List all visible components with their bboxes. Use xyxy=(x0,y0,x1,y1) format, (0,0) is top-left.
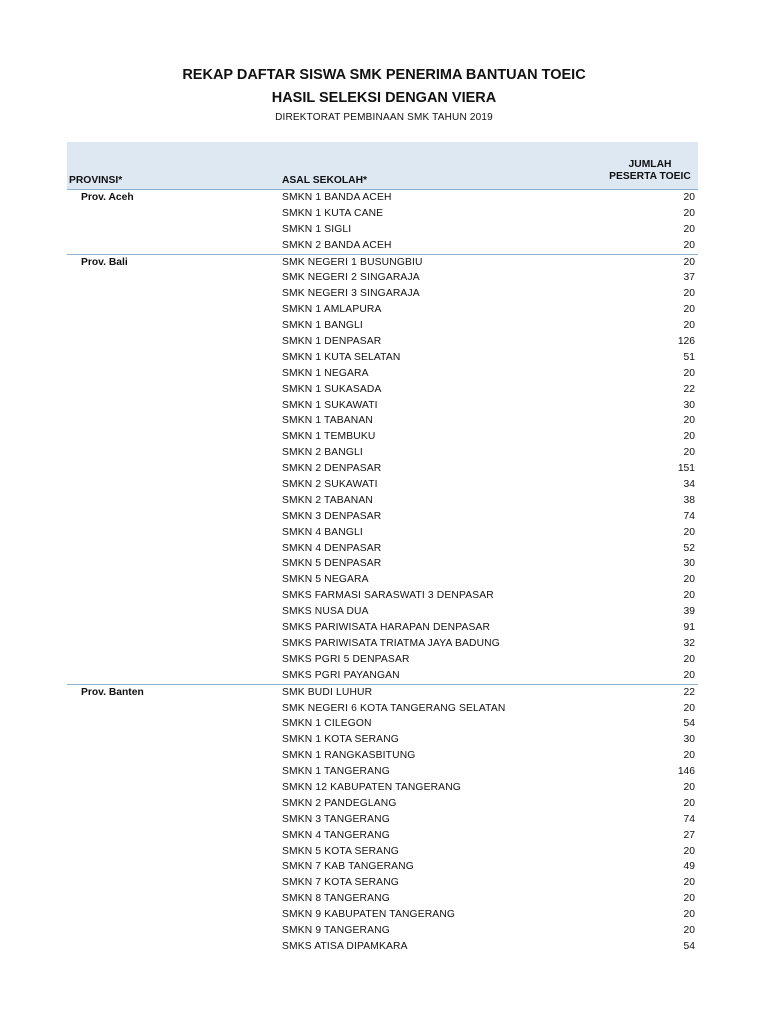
participant-count: 20 xyxy=(683,431,695,443)
school-name: SMKS PARIWISATA HARAPAN DENPASAR xyxy=(282,622,491,634)
table-row xyxy=(67,588,698,604)
school-name: SMKS PGRI 5 DENPASAR xyxy=(282,653,410,665)
participant-count: 20 xyxy=(683,590,695,602)
table-row xyxy=(67,859,698,875)
participant-count: 74 xyxy=(683,510,695,522)
school-name: SMK NEGERI 2 SINGARAJA xyxy=(282,272,420,284)
table-row xyxy=(67,604,698,620)
school-name: SMKN 9 KABUPATEN TANGERANG xyxy=(282,909,456,921)
participant-count: 151 xyxy=(677,463,695,475)
province-label: Prov. Aceh xyxy=(81,192,134,203)
participant-count: 20 xyxy=(683,909,695,921)
school-name: SMKN 2 DENPASAR xyxy=(282,463,382,475)
table-row xyxy=(67,891,698,907)
table-row xyxy=(67,206,698,222)
school-name: SMKN 12 KABUPATEN TANGERANG xyxy=(282,781,461,793)
school-name: SMKN 5 KOTA SERANG xyxy=(282,845,399,857)
table-row xyxy=(67,461,698,477)
participant-count: 39 xyxy=(683,606,695,618)
table-row xyxy=(67,556,698,572)
table-row xyxy=(67,509,698,525)
participant-count: 20 xyxy=(683,288,695,300)
school-name: SMKS PGRI PAYANGAN xyxy=(282,669,400,681)
table-row xyxy=(67,318,698,334)
table-row xyxy=(67,764,698,780)
table-row xyxy=(67,302,698,318)
table-row xyxy=(67,923,698,939)
table-row xyxy=(67,701,698,717)
school-name: SMKN 3 TANGERANG xyxy=(282,813,390,825)
school-name: SMKN 2 PANDEGLANG xyxy=(282,797,397,809)
participant-count: 74 xyxy=(683,813,695,825)
school-name: SMKN 7 KOTA SERANG xyxy=(282,877,399,889)
school-name: SMKN 2 BANDA ACEH xyxy=(282,239,392,251)
table-row xyxy=(67,382,698,398)
column-header-school: ASAL SEKOLAH* xyxy=(282,175,368,186)
participant-count: 91 xyxy=(683,622,695,634)
school-name: SMKN 3 DENPASAR xyxy=(282,510,382,522)
participant-count: 54 xyxy=(683,940,695,952)
table-header xyxy=(67,142,698,190)
table-row xyxy=(67,493,698,509)
province-label: Prov. Bali xyxy=(81,256,128,268)
table-row xyxy=(67,796,698,812)
participant-count: 34 xyxy=(683,479,695,491)
table-row xyxy=(67,398,698,414)
document-subtitle-heading: HASIL SELEKSI DENGAN VIERA xyxy=(271,90,497,106)
table-row xyxy=(67,732,698,748)
school-name: SMKN 1 RANGKASBITUNG xyxy=(282,750,416,762)
table-row xyxy=(67,477,698,493)
participant-count: 38 xyxy=(683,494,695,506)
participant-count: 20 xyxy=(683,669,695,681)
school-name: SMKS ATISA DIPAMKARA xyxy=(282,940,408,952)
school-name: SMKN 9 TANGERANG xyxy=(282,924,390,936)
school-name: SMKN 4 DENPASAR xyxy=(282,542,382,554)
school-name: SMKN 2 BANGLI xyxy=(282,447,363,459)
participant-count: 27 xyxy=(683,829,695,841)
table-row xyxy=(67,844,698,860)
table-row xyxy=(67,429,698,445)
table-row xyxy=(67,445,698,461)
table-body xyxy=(67,190,698,955)
school-name: SMK NEGERI 1 BUSUNGBIU xyxy=(282,256,423,268)
school-name: SMKN 4 BANGLI xyxy=(282,526,363,538)
table-row xyxy=(67,780,698,796)
table-row xyxy=(67,286,698,302)
participant-count: 20 xyxy=(683,447,695,459)
table-row xyxy=(67,748,698,764)
participant-count: 37 xyxy=(683,272,695,284)
participant-count: 32 xyxy=(683,637,695,649)
participant-count: 20 xyxy=(683,781,695,793)
participant-count: 22 xyxy=(683,383,695,395)
participant-count: 30 xyxy=(683,558,695,570)
school-name: SMKN 1 SUKAWATI xyxy=(282,399,378,411)
participant-count: 20 xyxy=(683,574,695,586)
table-row xyxy=(67,684,698,701)
participant-count: 22 xyxy=(683,686,695,698)
table-row xyxy=(67,413,698,429)
participant-count: 54 xyxy=(683,718,695,730)
table-row xyxy=(67,254,698,271)
table-row xyxy=(67,238,698,254)
school-name: SMKN 2 SUKAWATI xyxy=(282,479,378,491)
column-header-count xyxy=(605,159,695,183)
school-name: SMK NEGERI 6 KOTA TANGERANG SELATAN xyxy=(282,702,506,714)
participant-count: 20 xyxy=(683,239,695,251)
school-name: SMKN 1 DENPASAR xyxy=(282,336,382,348)
table-row xyxy=(67,812,698,828)
school-name: SMKN 1 AMLAPURA xyxy=(282,304,382,316)
table-row xyxy=(67,541,698,557)
school-name: SMK BUDI LUHUR xyxy=(282,686,373,698)
participant-count: 20 xyxy=(683,415,695,427)
participant-count: 20 xyxy=(683,367,695,379)
column-header-count-line2: PESERTA TOEIC xyxy=(609,171,691,182)
participant-count: 20 xyxy=(683,750,695,762)
participant-count: 146 xyxy=(677,766,695,778)
school-name: SMKN 4 TANGERANG xyxy=(282,829,390,841)
school-name: SMKN 1 BANDA ACEH xyxy=(282,192,392,203)
participant-count: 51 xyxy=(683,351,695,363)
document-source-line: DIREKTORAT PEMBINAAN SMK TAHUN 2019 xyxy=(275,112,493,123)
participant-count: 20 xyxy=(683,653,695,665)
school-name: SMKN 1 TANGERANG xyxy=(282,766,390,778)
school-name: SMKS NUSA DUA xyxy=(282,606,369,618)
participant-count: 49 xyxy=(683,861,695,873)
participant-count: 20 xyxy=(683,797,695,809)
school-name: SMKN 7 KAB TANGERANG xyxy=(282,861,414,873)
participant-count: 20 xyxy=(683,924,695,936)
document-title: REKAP DAFTAR SISWA SMK PENERIMA BANTUAN TOEIC xyxy=(182,67,586,83)
participant-count: 20 xyxy=(683,207,695,219)
school-name: SMKN 1 KUTA SELATAN xyxy=(282,351,401,363)
participant-count: 20 xyxy=(683,877,695,889)
table-row xyxy=(67,716,698,732)
school-name: SMKN 1 SUKASADA xyxy=(282,383,382,395)
school-name: SMKN 1 TEMBUKU xyxy=(282,431,376,443)
province-label: Prov. Banten xyxy=(81,686,144,698)
school-name: SMKN 1 CILEGON xyxy=(282,718,372,730)
school-name: SMKN 5 NEGARA xyxy=(282,574,369,586)
participant-count: 30 xyxy=(683,399,695,411)
school-name: SMKS FARMASI SARASWATI 3 DENPASAR xyxy=(282,590,494,602)
participant-count: 20 xyxy=(683,192,695,203)
table-row xyxy=(67,875,698,891)
table-row xyxy=(67,939,698,955)
school-name: SMK NEGERI 3 SINGARAJA xyxy=(282,288,420,300)
table-row xyxy=(67,828,698,844)
table-row xyxy=(67,270,698,286)
table-row xyxy=(67,222,698,238)
school-name: SMKN 1 NEGARA xyxy=(282,367,369,379)
school-name: SMKN 1 KUTA CANE xyxy=(282,207,384,219)
school-name: SMKN 2 TABANAN xyxy=(282,494,373,506)
school-name: SMKN 8 TANGERANG xyxy=(282,893,390,905)
table-row xyxy=(67,334,698,350)
school-name: SMKN 5 DENPASAR xyxy=(282,558,382,570)
school-name: SMKN 1 SIGLI xyxy=(282,223,352,235)
school-name: SMKS PARIWISATA TRIATMA JAYA BADUNG xyxy=(282,637,500,649)
column-header-count-line1: JUMLAH xyxy=(628,159,672,170)
column-header-province: PROVINSI* xyxy=(69,175,123,186)
table-row xyxy=(67,366,698,382)
school-name: SMKN 1 TABANAN xyxy=(282,415,373,427)
table-row xyxy=(67,190,698,206)
table-row xyxy=(67,350,698,366)
participant-count: 30 xyxy=(683,734,695,746)
participant-count: 20 xyxy=(683,702,695,714)
school-name: SMKN 1 KOTA SERANG xyxy=(282,734,399,746)
participant-count: 20 xyxy=(683,320,695,332)
participant-count: 20 xyxy=(683,893,695,905)
participant-count: 20 xyxy=(683,304,695,316)
school-name: SMKN 1 BANGLI xyxy=(282,320,363,332)
table-row xyxy=(67,907,698,923)
participant-count: 20 xyxy=(683,256,695,268)
table-row xyxy=(67,636,698,652)
participant-count: 126 xyxy=(677,336,695,348)
table-row xyxy=(67,525,698,541)
table-row xyxy=(67,668,698,684)
participant-count: 20 xyxy=(683,526,695,538)
participant-count: 52 xyxy=(683,542,695,554)
table-row xyxy=(67,572,698,588)
table-row xyxy=(67,652,698,668)
participant-count: 20 xyxy=(683,223,695,235)
participant-count: 20 xyxy=(683,845,695,857)
table-row xyxy=(67,620,698,636)
